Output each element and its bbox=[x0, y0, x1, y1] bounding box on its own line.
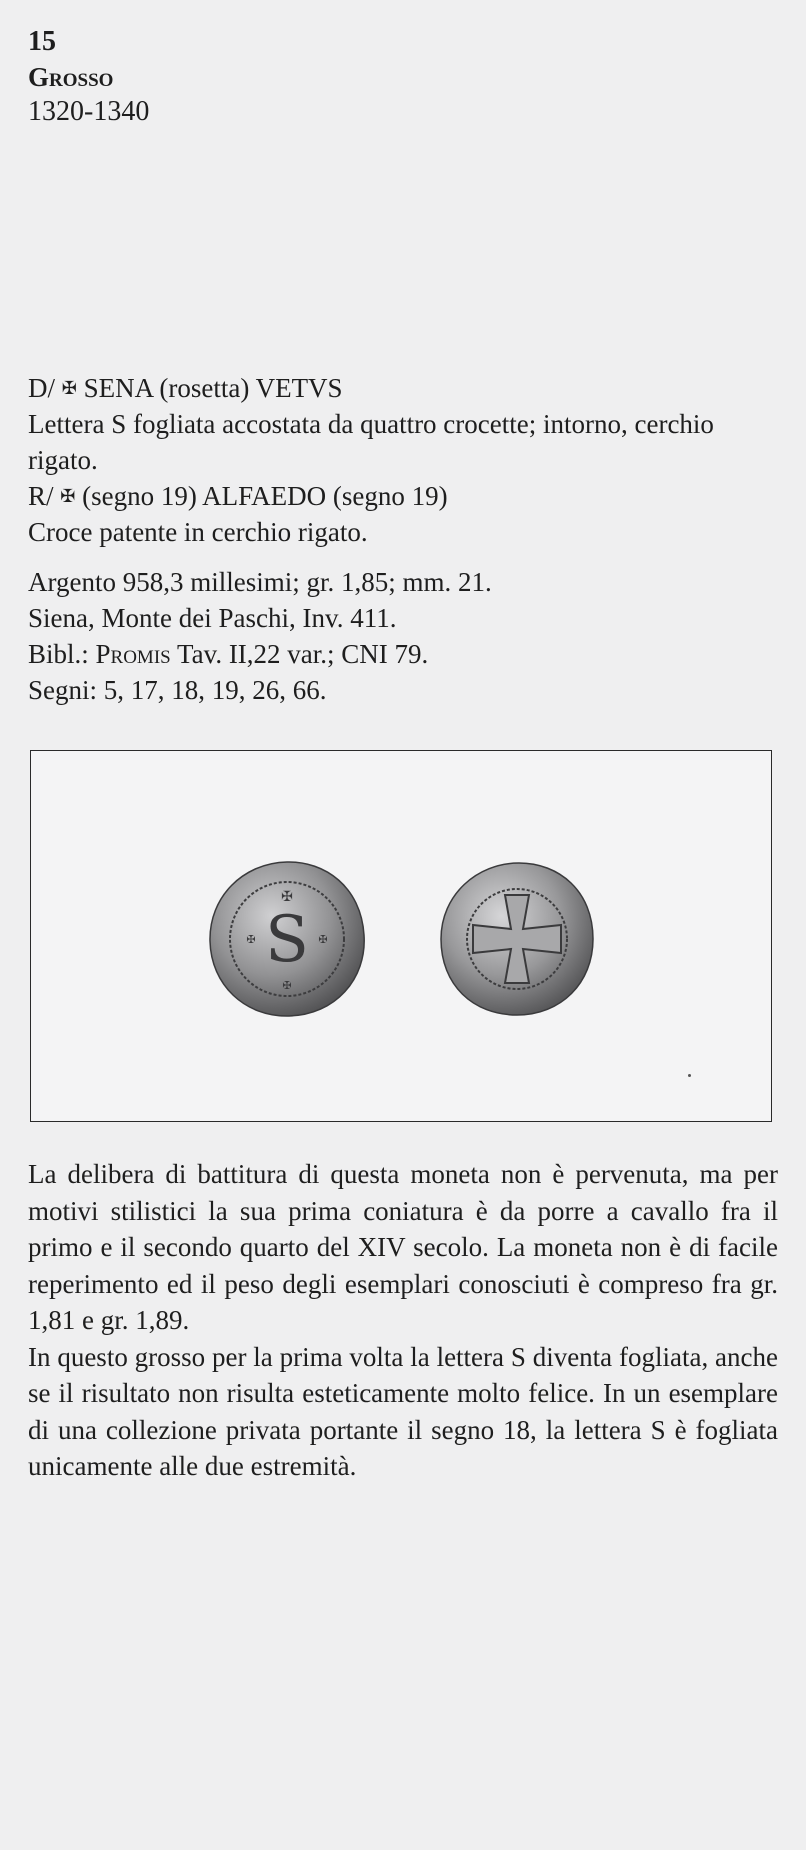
coin-name: Grosso bbox=[28, 62, 114, 92]
svg-text:✠: ✠ bbox=[281, 890, 293, 905]
speck bbox=[688, 1074, 691, 1077]
obverse-legend: SENA (rosetta) VETVS bbox=[83, 373, 343, 403]
svg-text:✠: ✠ bbox=[282, 980, 292, 992]
bibl-author: Promis bbox=[95, 639, 171, 669]
svg-text:✠: ✠ bbox=[318, 934, 328, 946]
commentary bbox=[28, 1156, 778, 1485]
coin-description bbox=[28, 370, 778, 708]
commentary-paragraph-1: La delibera di battitura di questa moneta non è pervenuta, ma per motivi stilistici la sua prima coniatura è da porre a cavallo fra il primo e il secondo quarto del XIV secolo. La moneta non è di facile reperimento ed il peso degli esemplari conosciuti è compreso fra gr. 1,81 e gr. 1,89. bbox=[28, 1159, 778, 1335]
spec-location: Siena, Monte dei Paschi, Inv. 411. bbox=[28, 603, 397, 633]
reverse-legend: (segno 19) ALFAEDO (segno 19) bbox=[82, 481, 448, 511]
cross-icon: ✠ bbox=[60, 486, 76, 506]
spec-signs: Segni: 5, 17, 18, 19, 26, 66. bbox=[28, 675, 327, 705]
coin-specs bbox=[28, 564, 778, 708]
spec-metal: Argento 958,3 millesimi; gr. 1,85; mm. 21. bbox=[28, 567, 492, 597]
reverse-legend-line: R/ ✠ (segno 19) ALFAEDO (segno 19) bbox=[28, 481, 448, 511]
reverse-description: Croce patente in cerchio rigato. bbox=[28, 517, 368, 547]
coin-reverse-image bbox=[437, 859, 597, 1019]
catalog-header bbox=[28, 24, 149, 130]
coin-obverse-image bbox=[207, 859, 367, 1019]
cross-icon: ✠ bbox=[61, 378, 77, 398]
obverse-description: Lettera S fogliata accostata da quattro crocette; intorno, cerchio rigato. bbox=[28, 409, 714, 475]
svg-text:S: S bbox=[265, 903, 309, 977]
svg-text:✠: ✠ bbox=[246, 934, 256, 946]
obverse-legend-line: D/ ✠ SENA (rosetta) VETVS bbox=[28, 373, 343, 403]
coin-dates: 1320-1340 bbox=[28, 96, 150, 127]
commentary-paragraph-2: In questo grosso per la prima volta la lettera S diventa fogliata, anche se il risultato non risulta esteticamente molto felice. In un esemplare di una collezione privata portante il segno 18, la lettera S è fogliata unicamente alle due estremità. bbox=[28, 1341, 778, 1481]
coin-photo-frame bbox=[30, 750, 772, 1122]
spec-bibliography: Bibl.: Promis Tav. II,22 var.; CNI 79. bbox=[28, 639, 429, 669]
catalog-number: 15 bbox=[28, 26, 56, 57]
